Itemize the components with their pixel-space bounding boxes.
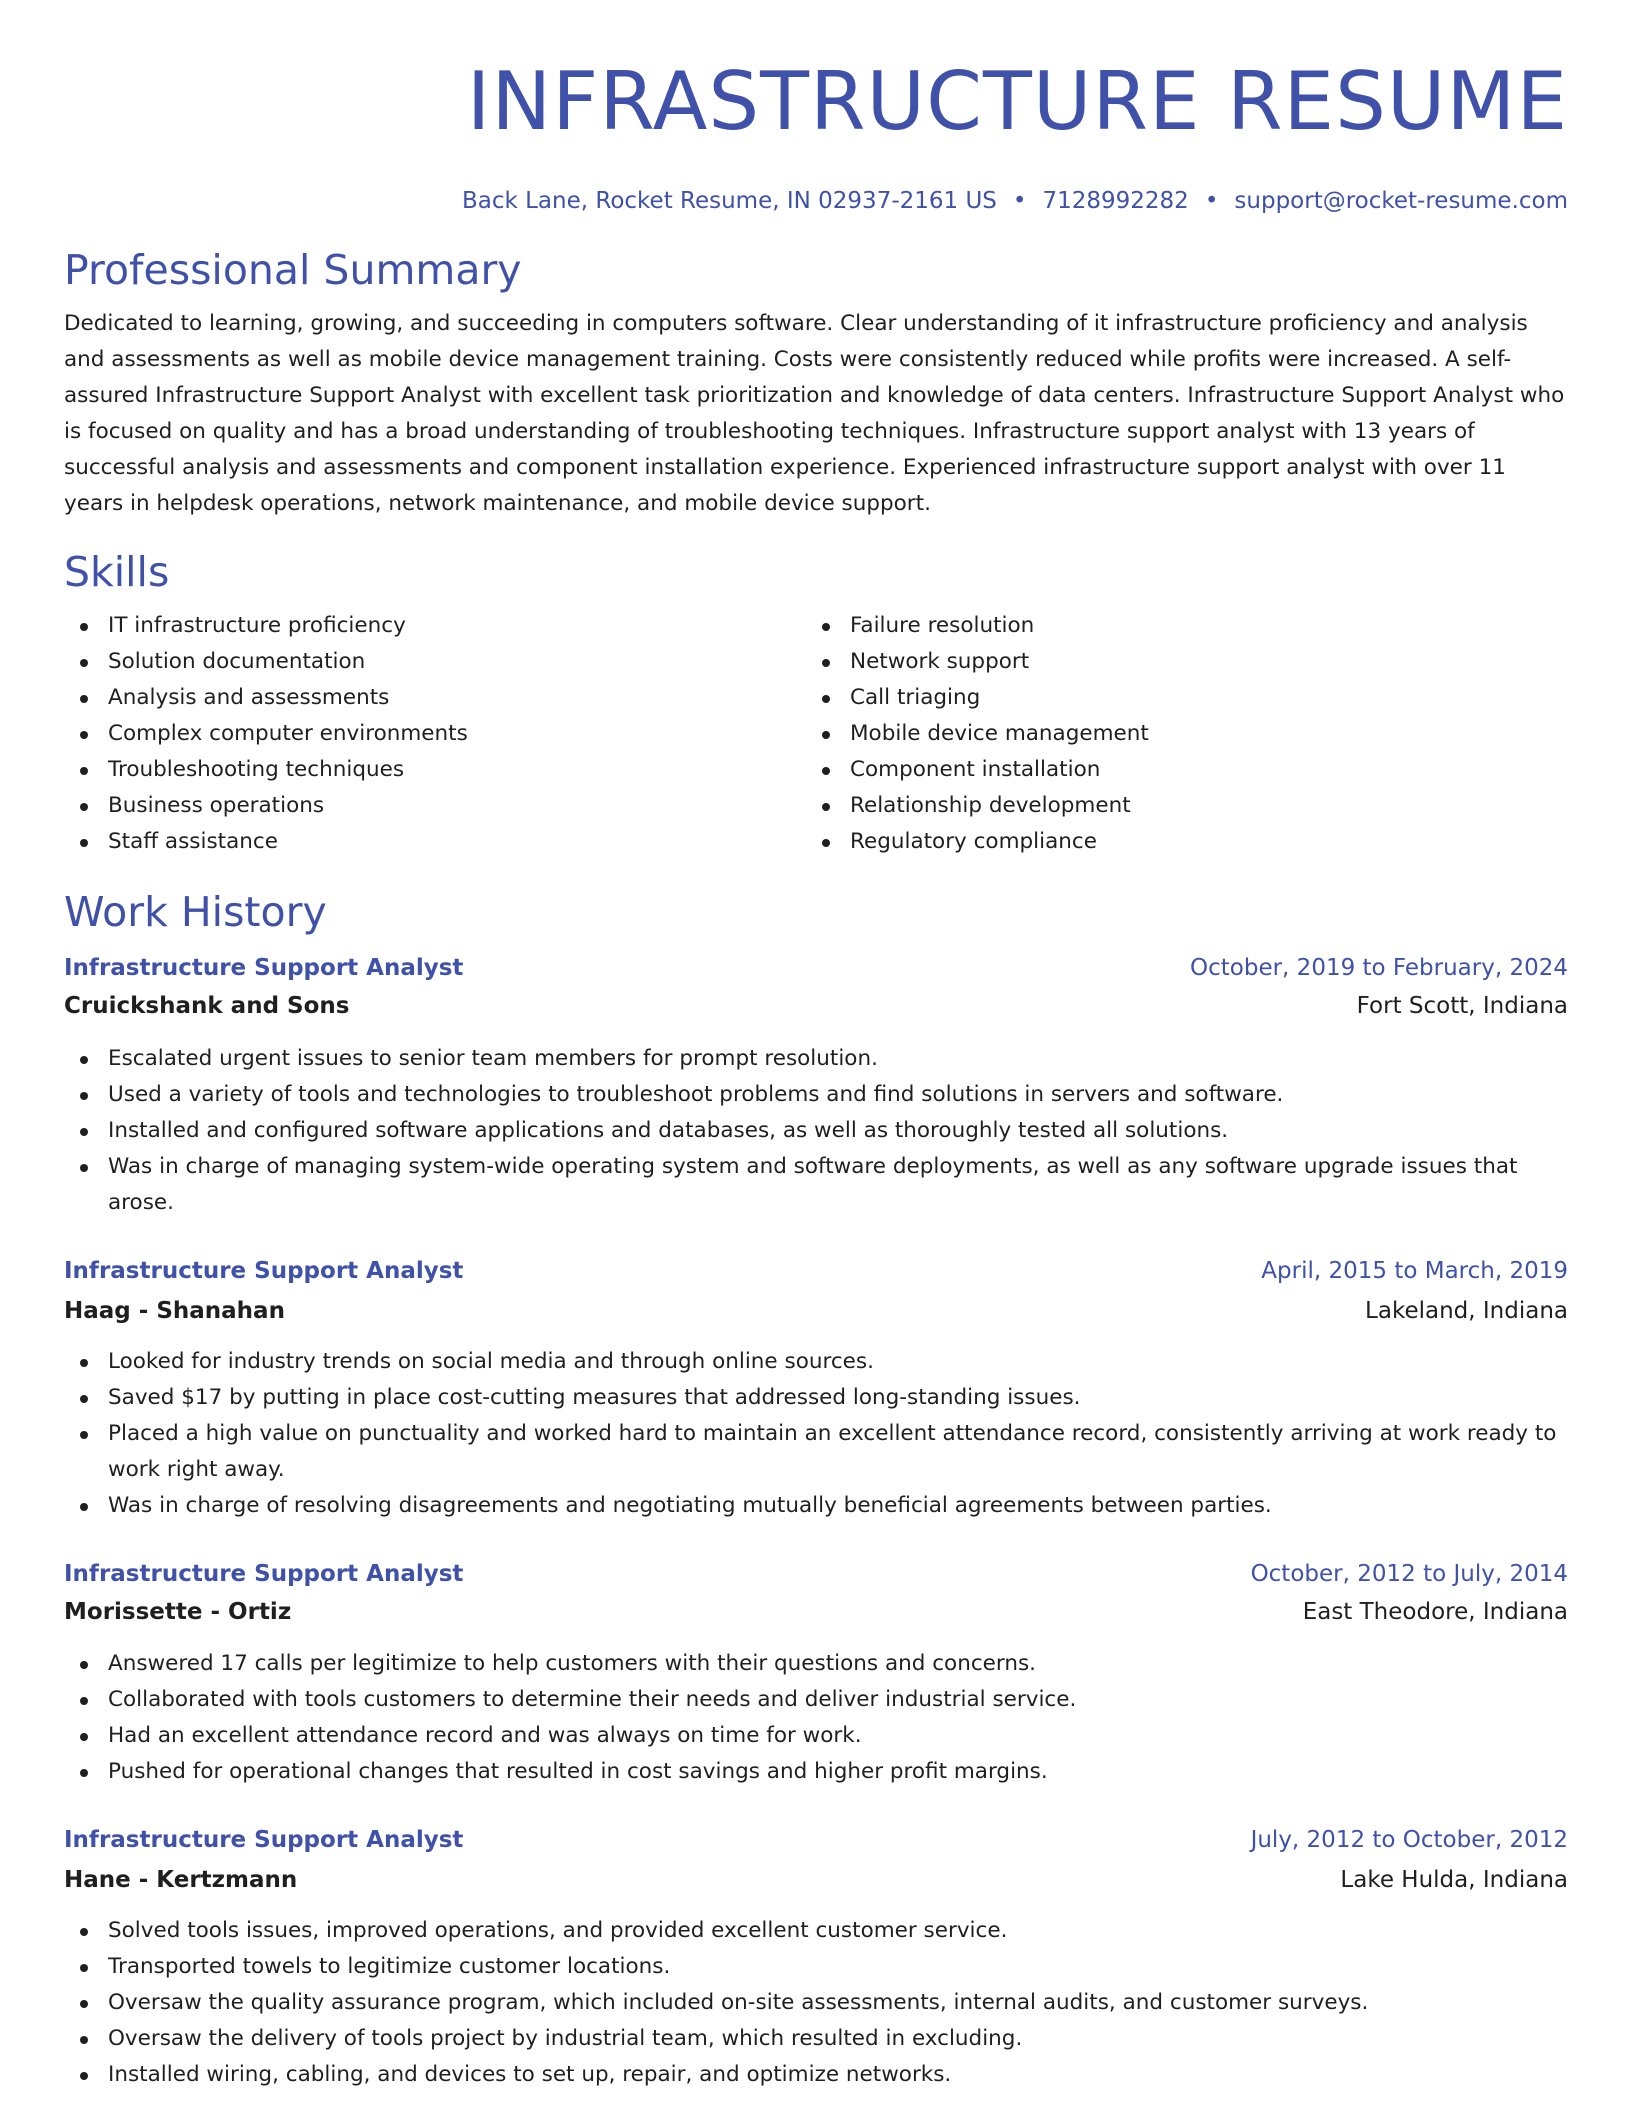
job-title: Infrastructure Support Analyst [64, 955, 464, 981]
job-bullet: Collaborated with tools customers to determine their needs and deliver industrial service. [64, 1682, 1568, 1718]
job-title: Infrastructure Support Analyst [64, 1561, 464, 1587]
job-bullet: Oversaw the delivery of tools project by industrial team, which resulted in excluding. [64, 2021, 1568, 2057]
job-bullets [64, 1041, 1568, 1221]
job-subheader-row [64, 1293, 1568, 1329]
skill-item: Troubleshooting techniques [64, 752, 806, 788]
skill-item: Network support [806, 644, 1548, 680]
job-bullet: Was in charge of managing system-wide operating system and software deployments, as well as any software upgrade issues that arose. [64, 1149, 1568, 1221]
skills-column-left [64, 608, 806, 860]
job-entry [64, 1253, 1568, 1524]
skills-section [64, 546, 1568, 860]
job-bullet: Saved $17 by putting in place cost-cutting measures that addressed long-standing issues. [64, 1380, 1568, 1416]
job-location: Lake Hulda, Indiana [1340, 1867, 1568, 1893]
job-bullet: Oversaw the quality assurance program, which included on-site assessments, internal audits, and customer surveys. [64, 1985, 1568, 2021]
skill-item: Mobile device management [806, 716, 1548, 752]
job-dates: October, 2012 to July, 2014 [1250, 1561, 1568, 1587]
skill-item: IT infrastructure proficiency [64, 608, 806, 644]
work-history-heading: Work History [64, 888, 327, 936]
skills-column-right [806, 608, 1548, 860]
job-entry [64, 1822, 1568, 2093]
job-bullets [64, 1646, 1568, 1790]
job-header-row [64, 1253, 1568, 1289]
contact-address: Back Lane, Rocket Resume, IN 02937-2161 US [461, 188, 997, 214]
job-bullet: Used a variety of tools and technologies to troubleshoot problems and find solutions in servers and software. [64, 1077, 1568, 1113]
job-company: Morissette - Ortiz [64, 1599, 292, 1625]
resume-title: INFRASTRUCTURE RESUME [466, 55, 1568, 148]
job-entry [64, 950, 1568, 1221]
summary-section [64, 244, 1568, 522]
job-subheader-row [64, 1594, 1568, 1630]
job-location: Fort Scott, Indiana [1356, 993, 1568, 1019]
skill-item: Component installation [806, 752, 1548, 788]
job-bullet: Had an excellent attendance record and was always on time for work. [64, 1718, 1568, 1754]
job-bullets [64, 1344, 1568, 1524]
contact-line [64, 186, 1568, 216]
job-bullet: Placed a high value on punctuality and worked hard to maintain an excellent attendance record, consistently arriving at work ready to work right away. [64, 1416, 1568, 1488]
summary-heading: Professional Summary [64, 246, 522, 294]
job-dates: July, 2012 to October, 2012 [1250, 1827, 1568, 1853]
job-bullet: Installed and configured software applications and databases, as well as thoroughly tested all solutions. [64, 1113, 1568, 1149]
contact-email[interactable]: support@rocket-resume.com [1234, 188, 1568, 214]
skills-heading: Skills [64, 548, 170, 596]
job-company: Hane - Kertzmann [64, 1867, 298, 1893]
job-dates: April, 2015 to March, 2019 [1261, 1258, 1568, 1284]
job-company: Cruickshank and Sons [64, 993, 350, 1019]
skill-item: Business operations [64, 788, 806, 824]
job-location: East Theodore, Indiana [1302, 1599, 1568, 1625]
resume-page [64, 0, 1568, 2093]
job-header-row [64, 1556, 1568, 1592]
job-bullets [64, 1913, 1568, 2093]
skills-grid [64, 608, 1568, 860]
skill-item: Failure resolution [806, 608, 1548, 644]
job-location: Lakeland, Indiana [1365, 1298, 1568, 1324]
job-company: Haag - Shanahan [64, 1298, 285, 1324]
skill-item: Regulatory compliance [806, 824, 1548, 860]
skill-item: Analysis and assessments [64, 680, 806, 716]
summary-text: Dedicated to learning, growing, and succeeding in computers software. Clear understanding of it infrastructure proficiency and analysis and assessments as well as mobile device management training. Costs were consistently reduced while profits were increased. A self-assured Infrastructure Support Analyst with excellent task prioritization and knowledge of data centers. Infrastructure Support Analyst who is focused on quality and has a broad understanding of troubleshooting techniques. Infrastructure support analyst with 13 years of successful analysis and assessments and component installation experience. Experienced infrastructure support analyst with over 11 years in helpdesk operations, network maintenance, and mobile device support. [64, 311, 1565, 516]
job-title: Infrastructure Support Analyst [64, 1827, 464, 1853]
job-bullet: Answered 17 calls per legitimize to help customers with their questions and concerns. [64, 1646, 1568, 1682]
job-bullet: Looked for industry trends on social media and through online sources. [64, 1344, 1568, 1380]
job-subheader-row [64, 988, 1568, 1024]
contact-separator: • [1012, 188, 1027, 214]
job-bullet: Solved tools issues, improved operations, and provided excellent customer service. [64, 1913, 1568, 1949]
job-title: Infrastructure Support Analyst [64, 1258, 464, 1284]
job-dates: October, 2019 to February, 2024 [1190, 955, 1568, 981]
job-bullet: Installed wiring, cabling, and devices to set up, repair, and optimize networks. [64, 2057, 1568, 2093]
skill-item: Complex computer environments [64, 716, 806, 752]
contact-separator: • [1204, 188, 1219, 214]
job-header-row [64, 1822, 1568, 1858]
job-bullet: Pushed for operational changes that resulted in cost savings and higher profit margins. [64, 1754, 1568, 1790]
work-history-section [64, 886, 1568, 2093]
job-bullet: Transported towels to legitimize customer locations. [64, 1949, 1568, 1985]
job-bullet: Escalated urgent issues to senior team members for prompt resolution. [64, 1041, 1568, 1077]
skill-item: Call triaging [806, 680, 1548, 716]
contact-phone: 7128992282 [1042, 188, 1189, 214]
skill-item: Relationship development [806, 788, 1548, 824]
job-header-row [64, 950, 1568, 986]
skill-item: Solution documentation [64, 644, 806, 680]
job-subheader-row [64, 1862, 1568, 1898]
job-entry [64, 1556, 1568, 1790]
job-bullet: Was in charge of resolving disagreements and negotiating mutually beneficial agreements between parties. [64, 1488, 1568, 1524]
skill-item: Staff assistance [64, 824, 806, 860]
